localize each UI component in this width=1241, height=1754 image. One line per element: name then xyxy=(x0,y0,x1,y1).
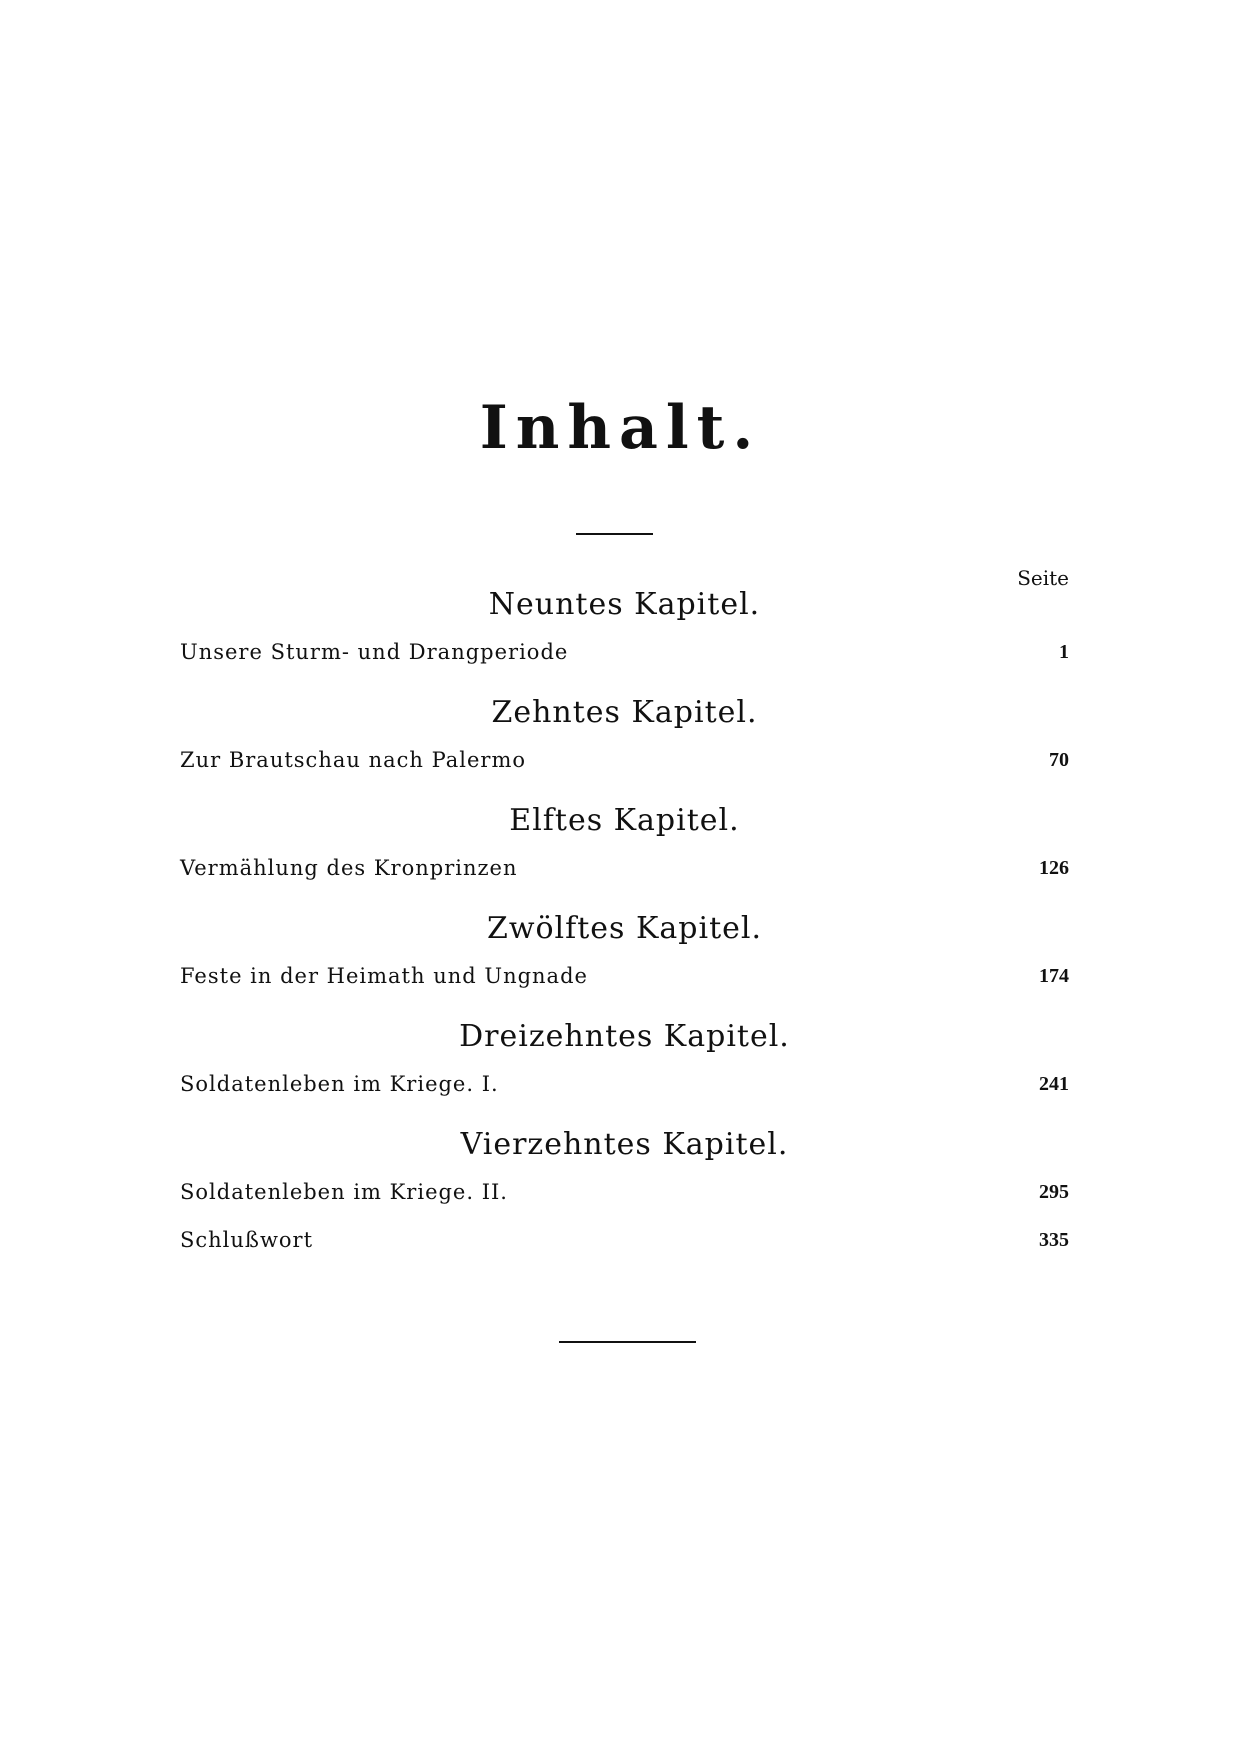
table-of-contents xyxy=(180,587,1069,1235)
entry-page-number: 1 xyxy=(1059,641,1069,663)
chapter-heading: Zwölftes Kapitel. xyxy=(486,911,763,946)
entry-title: Unsere Sturm- und Drangperiode xyxy=(180,640,569,664)
bottom-divider xyxy=(559,1341,696,1343)
toc-chapter xyxy=(180,1019,1069,1127)
entry-title: Soldatenleben im Kriege. II. xyxy=(180,1180,508,1204)
entry-page-number: 295 xyxy=(1039,1181,1069,1203)
chapter-heading: Zehntes Kapitel. xyxy=(491,695,758,730)
page-column-label: Seite xyxy=(1017,566,1069,590)
toc-entry xyxy=(180,637,1069,667)
entry-page-number: 241 xyxy=(1039,1073,1069,1095)
entry-title: Feste in der Heimath und Ungnade xyxy=(180,964,588,988)
chapter-heading: Vierzehntes Kapitel. xyxy=(460,1127,789,1162)
toc-entry xyxy=(180,961,1069,991)
chapter-heading: Dreizehntes Kapitel. xyxy=(459,1019,790,1054)
toc-entry xyxy=(180,1177,1069,1207)
closing-title: Schlußwort xyxy=(180,1228,314,1252)
toc-chapter xyxy=(180,695,1069,803)
entry-title: Soldatenleben im Kriege. I. xyxy=(180,1072,499,1096)
entry-page-number: 126 xyxy=(1039,857,1069,879)
entry-title: Zur Brautschau nach Palermo xyxy=(180,748,527,772)
entry-page-number: 174 xyxy=(1039,965,1069,987)
entry-page-number: 70 xyxy=(1049,749,1069,771)
toc-entry xyxy=(180,745,1069,775)
toc-chapter xyxy=(180,911,1069,1019)
page-title: Inhalt. xyxy=(479,393,762,463)
chapter-heading: Elftes Kapitel. xyxy=(509,803,740,838)
toc-entry xyxy=(180,853,1069,883)
chapter-heading: Neuntes Kapitel. xyxy=(488,587,761,622)
toc-chapter xyxy=(180,803,1069,911)
toc-chapter xyxy=(180,1127,1069,1235)
entry-title: Vermählung des Kronprinzen xyxy=(180,856,518,880)
toc-entry xyxy=(180,1069,1069,1099)
toc-closing-entry xyxy=(180,1225,1069,1255)
title-divider xyxy=(576,533,653,535)
closing-page-number: 335 xyxy=(1039,1229,1069,1251)
toc-chapter xyxy=(180,587,1069,695)
